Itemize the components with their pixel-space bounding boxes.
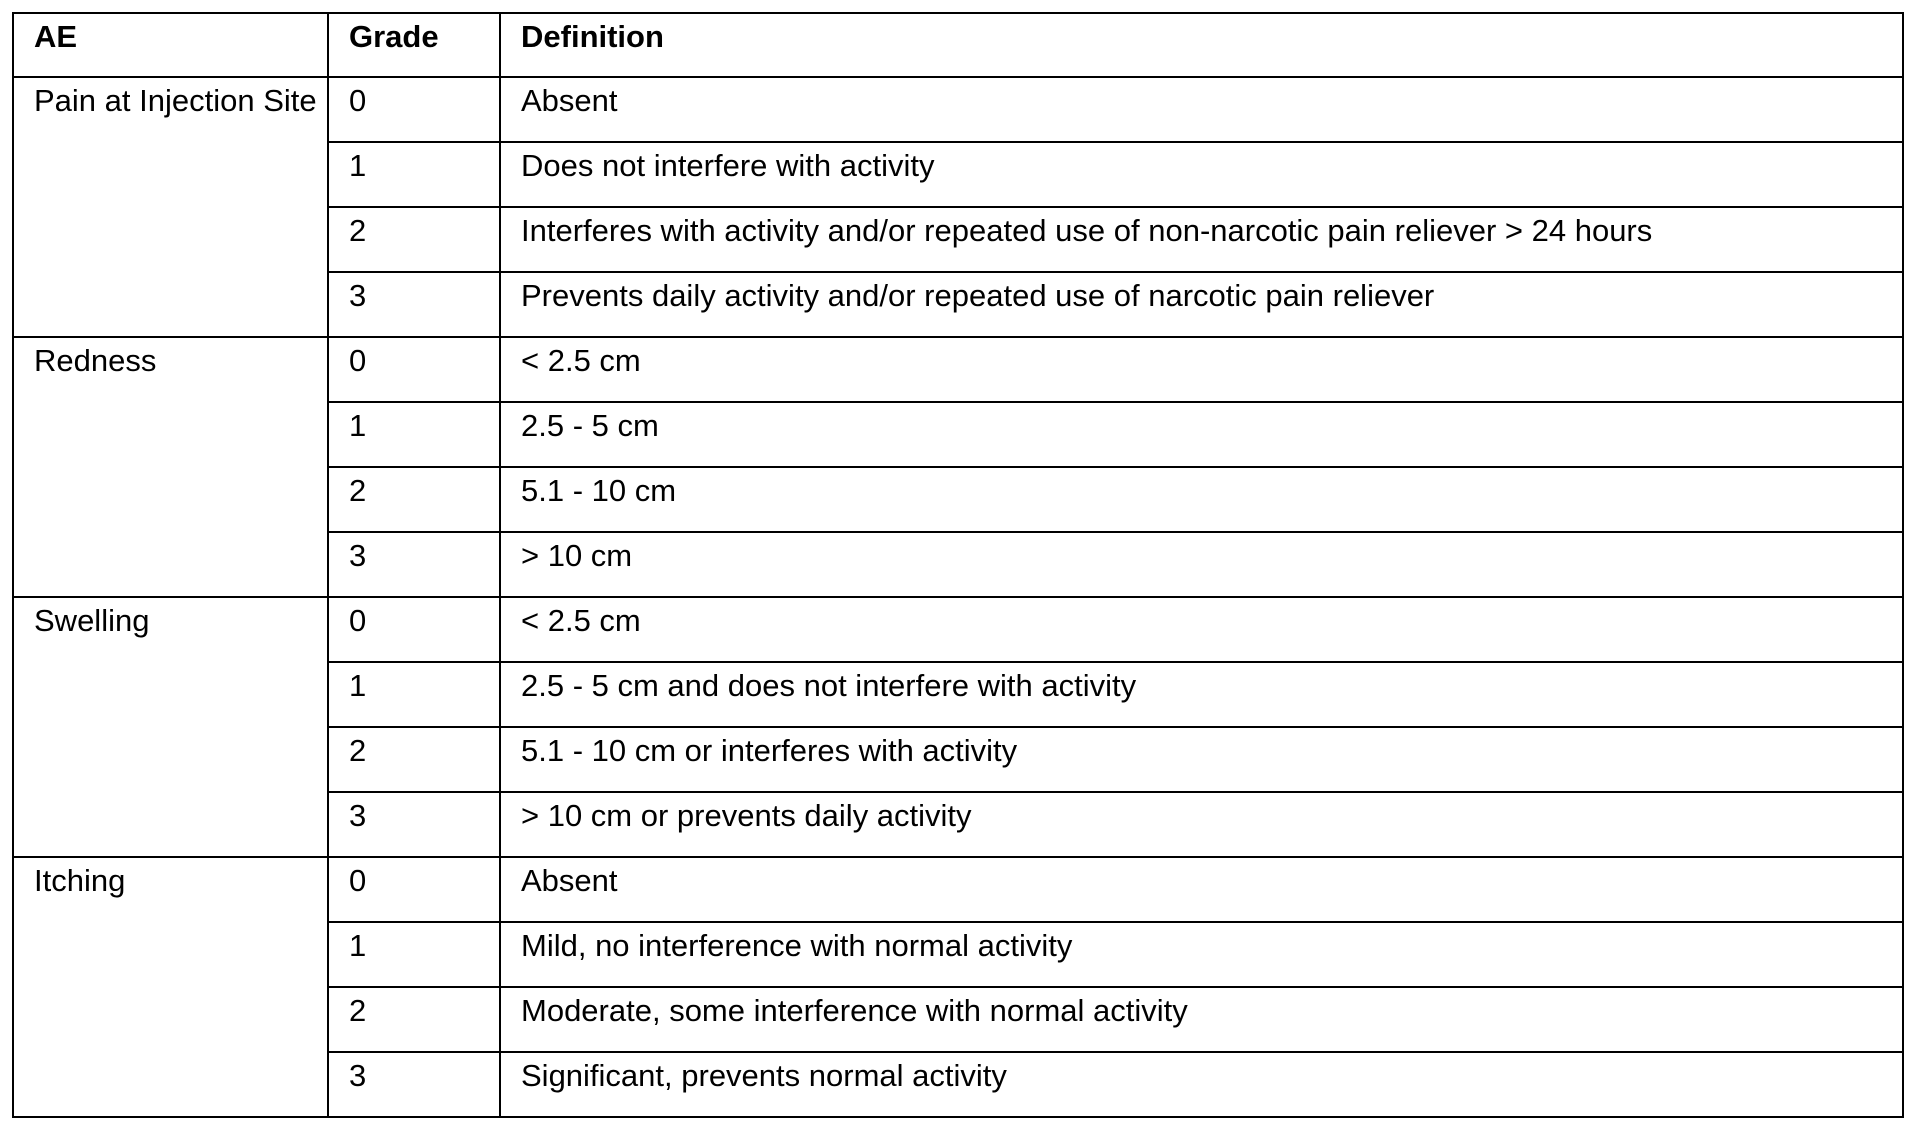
grade-cell: 0: [328, 337, 500, 402]
definition-cell: 5.1 - 10 cm or interferes with activity: [500, 727, 1903, 792]
table-row: [13, 857, 1903, 922]
table-row: [13, 337, 1903, 402]
table-row: [13, 77, 1903, 142]
header-grade: Grade: [328, 13, 500, 77]
definition-cell: Mild, no interference with normal activity: [500, 922, 1903, 987]
grade-cell: 3: [328, 792, 500, 857]
definition-cell: 2.5 - 5 cm: [500, 402, 1903, 467]
grade-cell: 3: [328, 532, 500, 597]
header-definition: Definition: [500, 13, 1903, 77]
definition-cell: Significant, prevents normal activity: [500, 1052, 1903, 1117]
definition-cell: > 10 cm: [500, 532, 1903, 597]
grade-cell: 2: [328, 207, 500, 272]
grade-cell: 0: [328, 597, 500, 662]
ae-name: Pain at Injection Site: [34, 68, 327, 133]
grade-cell: 1: [328, 142, 500, 207]
definition-cell: 5.1 - 10 cm: [500, 467, 1903, 532]
ae-cell: [13, 857, 328, 1117]
ae-name: Redness: [34, 328, 327, 393]
ae-name: Itching: [34, 848, 327, 913]
definition-cell: Prevents daily activity and/or repeated use of narcotic pain reliever: [500, 272, 1903, 337]
table-row: [13, 597, 1903, 662]
grade-cell: 1: [328, 402, 500, 467]
definition-cell: < 2.5 cm: [500, 597, 1903, 662]
header-ae: AE: [13, 13, 328, 77]
grade-cell: 1: [328, 922, 500, 987]
definition-cell: < 2.5 cm: [500, 337, 1903, 402]
definition-cell: > 10 cm or prevents daily activity: [500, 792, 1903, 857]
ae-grading-table: [12, 12, 1904, 1118]
ae-name: Swelling: [34, 588, 327, 653]
definition-cell: 2.5 - 5 cm and does not interfere with activity: [500, 662, 1903, 727]
grade-cell: 1: [328, 662, 500, 727]
grade-cell: 0: [328, 857, 500, 922]
ae-cell: [13, 77, 328, 337]
definition-cell: Moderate, some interference with normal activity: [500, 987, 1903, 1052]
ae-cell: [13, 597, 328, 857]
definition-cell: Absent: [500, 857, 1903, 922]
definition-cell: Interferes with activity and/or repeated use of non-narcotic pain reliever > 24 hours: [500, 207, 1903, 272]
grade-cell: 3: [328, 272, 500, 337]
ae-cell: [13, 337, 328, 597]
grade-cell: 0: [328, 77, 500, 142]
grade-cell: 2: [328, 987, 500, 1052]
definition-cell: Absent: [500, 77, 1903, 142]
grade-cell: 3: [328, 1052, 500, 1117]
grade-cell: 2: [328, 727, 500, 792]
grade-cell: 2: [328, 467, 500, 532]
definition-cell: Does not interfere with activity: [500, 142, 1903, 207]
